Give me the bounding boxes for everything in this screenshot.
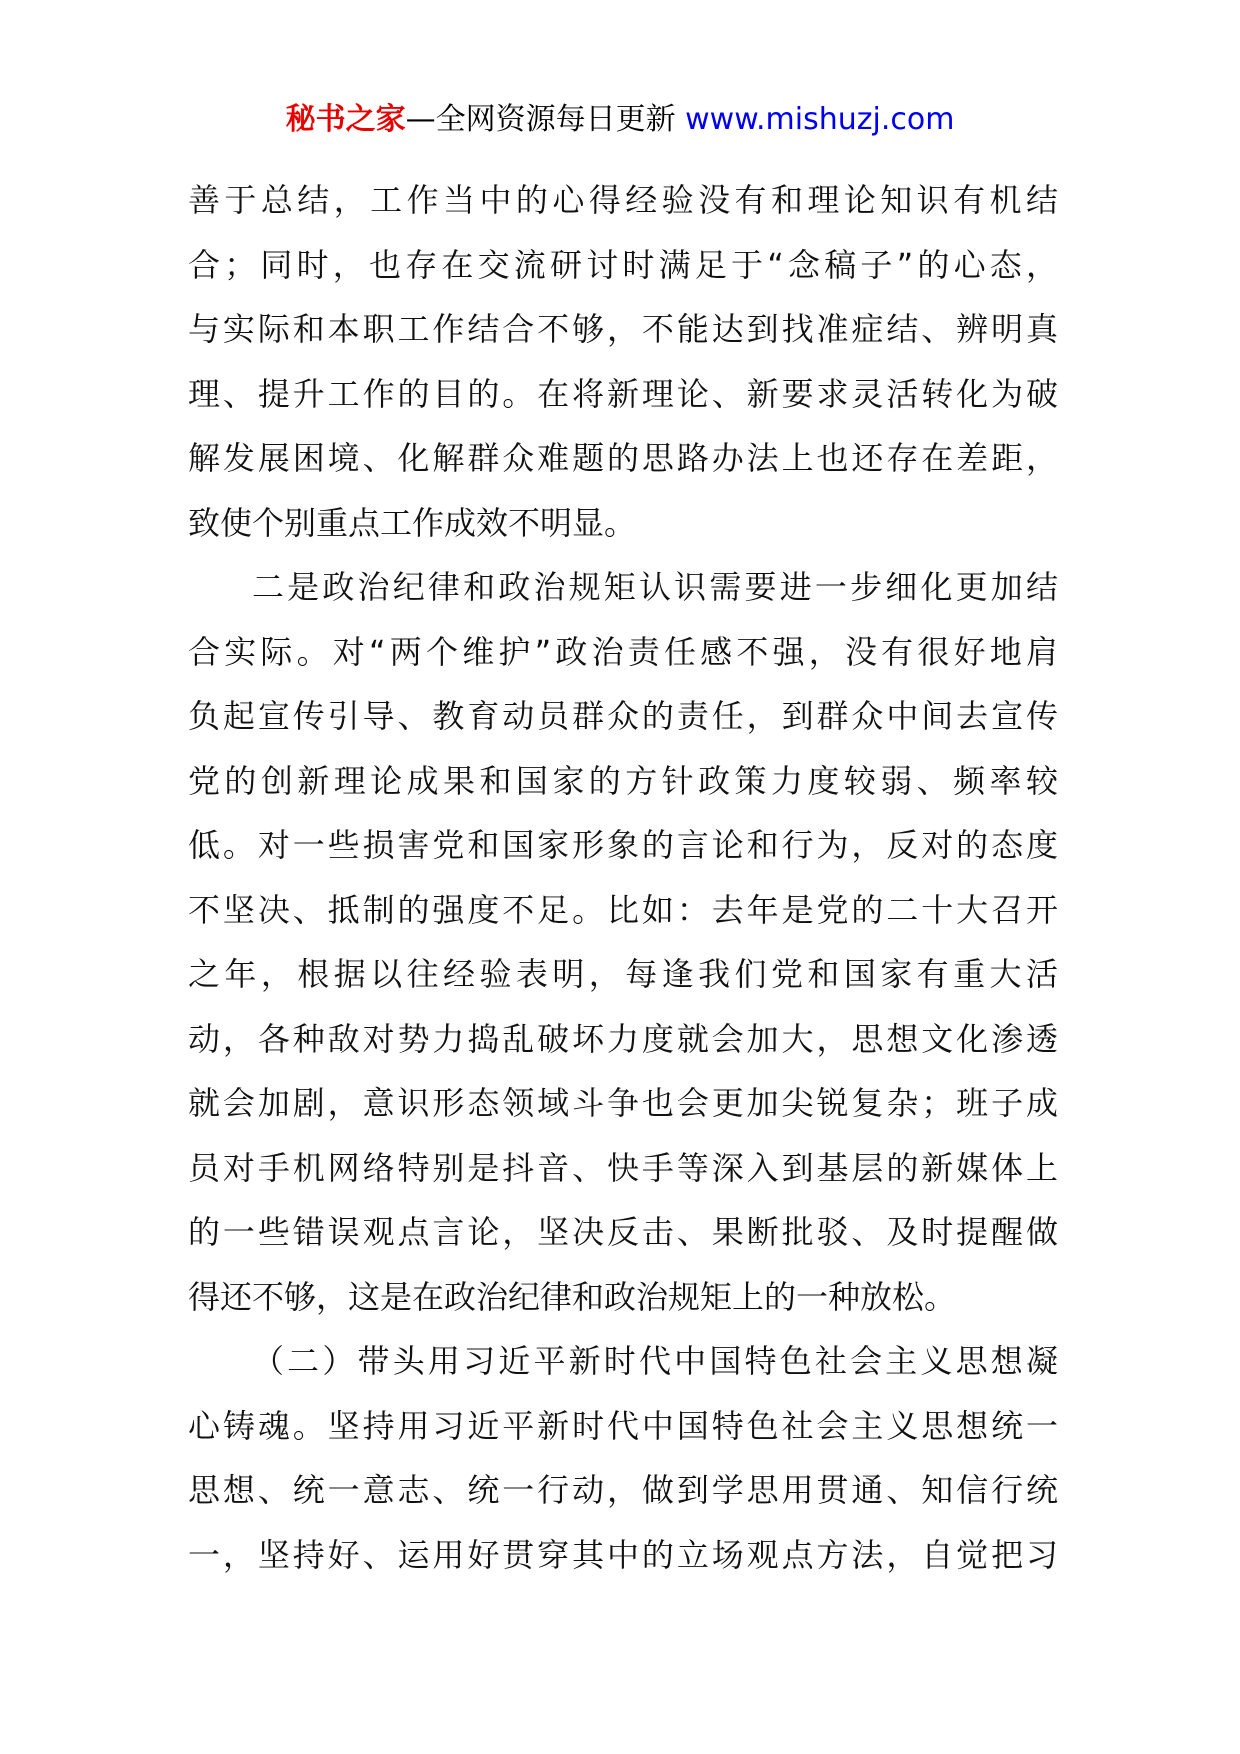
paragraph-3-line: 一，坚持好、运用好贯穿其中的立场观点方法，自觉把习 xyxy=(188,1535,1058,1574)
site-brand: 秘书之家 xyxy=(285,102,406,137)
paragraph-2-line: 合实际。对“两个维护”政治责任感不强，没有很好地肩 xyxy=(188,632,1058,671)
paragraph-2-line: 就会加剧，意识形态领域斗争也会更加尖锐复杂；班子成 xyxy=(188,1084,1058,1122)
paragraph-2-line: 低。对一些损害党和国家形象的言论和行为，反对的态度 xyxy=(188,826,1058,864)
paragraph-3-line: 思想、统一意志、统一行动，做到学思用贯通、知信行统 xyxy=(188,1471,1058,1509)
document-body xyxy=(188,168,1058,1587)
site-url-link[interactable]: www.mishuzj.com xyxy=(685,102,955,137)
paragraph-2-line: 动，各种敌对势力捣乱破坏力度就会加大，思想文化渗透 xyxy=(188,1019,1058,1058)
paragraph-1-line: 理、提升工作的目的。在将新理论、新要求灵活转化为破 xyxy=(188,374,1058,413)
site-tagline: —全网资源每日更新 xyxy=(405,102,676,137)
page-header xyxy=(0,100,1240,140)
paragraph-2-line: 的一些错误观点言论，坚决反击、果断批驳、及时提醒做 xyxy=(188,1213,1058,1251)
paragraph-2-line: 负起宣传引导、教育动员群众的责任，到群众中间去宣传 xyxy=(188,697,1058,735)
paragraph-1-line: 合；同时，也存在交流研讨时满足于“念稿子”的心态， xyxy=(188,245,1058,284)
paragraph-1-line: 与实际和本职工作结合不够，不能达到找准症结、辨明真 xyxy=(188,310,1058,348)
paragraph-2-line: 之年，根据以往经验表明，每逢我们党和国家有重大活 xyxy=(188,955,1058,993)
paragraph-2-line: 二是政治纪律和政治规矩认识需要进一步细化更加结 xyxy=(252,568,1058,606)
paragraph-2-line: 党的创新理论成果和国家的方针政策力度较弱、频率较 xyxy=(188,761,1058,800)
paragraph-2-line: 得还不够，这是在政治纪律和政治规矩上的一种放松。 xyxy=(188,1277,957,1316)
paragraph-2-line: 不坚决、抵制的强度不足。比如：去年是党的二十大召开 xyxy=(188,890,1058,929)
paragraph-2-line: 员对手机网络特别是抖音、快手等深入到基层的新媒体上 xyxy=(188,1148,1058,1187)
paragraph-1-line: 善于总结，工作当中的心得经验没有和理论知识有机结 xyxy=(188,181,1058,219)
paragraph-1-line: 致使个别重点工作成效不明显。 xyxy=(188,503,637,542)
paragraph-3-line: 心铸魂。坚持用习近平新时代中国特色社会主义思想统一 xyxy=(188,1406,1058,1445)
paragraph-3-line: （二）带头用习近平新时代中国特色社会主义思想凝 xyxy=(252,1342,1058,1380)
paragraph-1-line: 解发展困境、化解群众难题的思路办法上也还存在差距， xyxy=(188,439,1058,477)
